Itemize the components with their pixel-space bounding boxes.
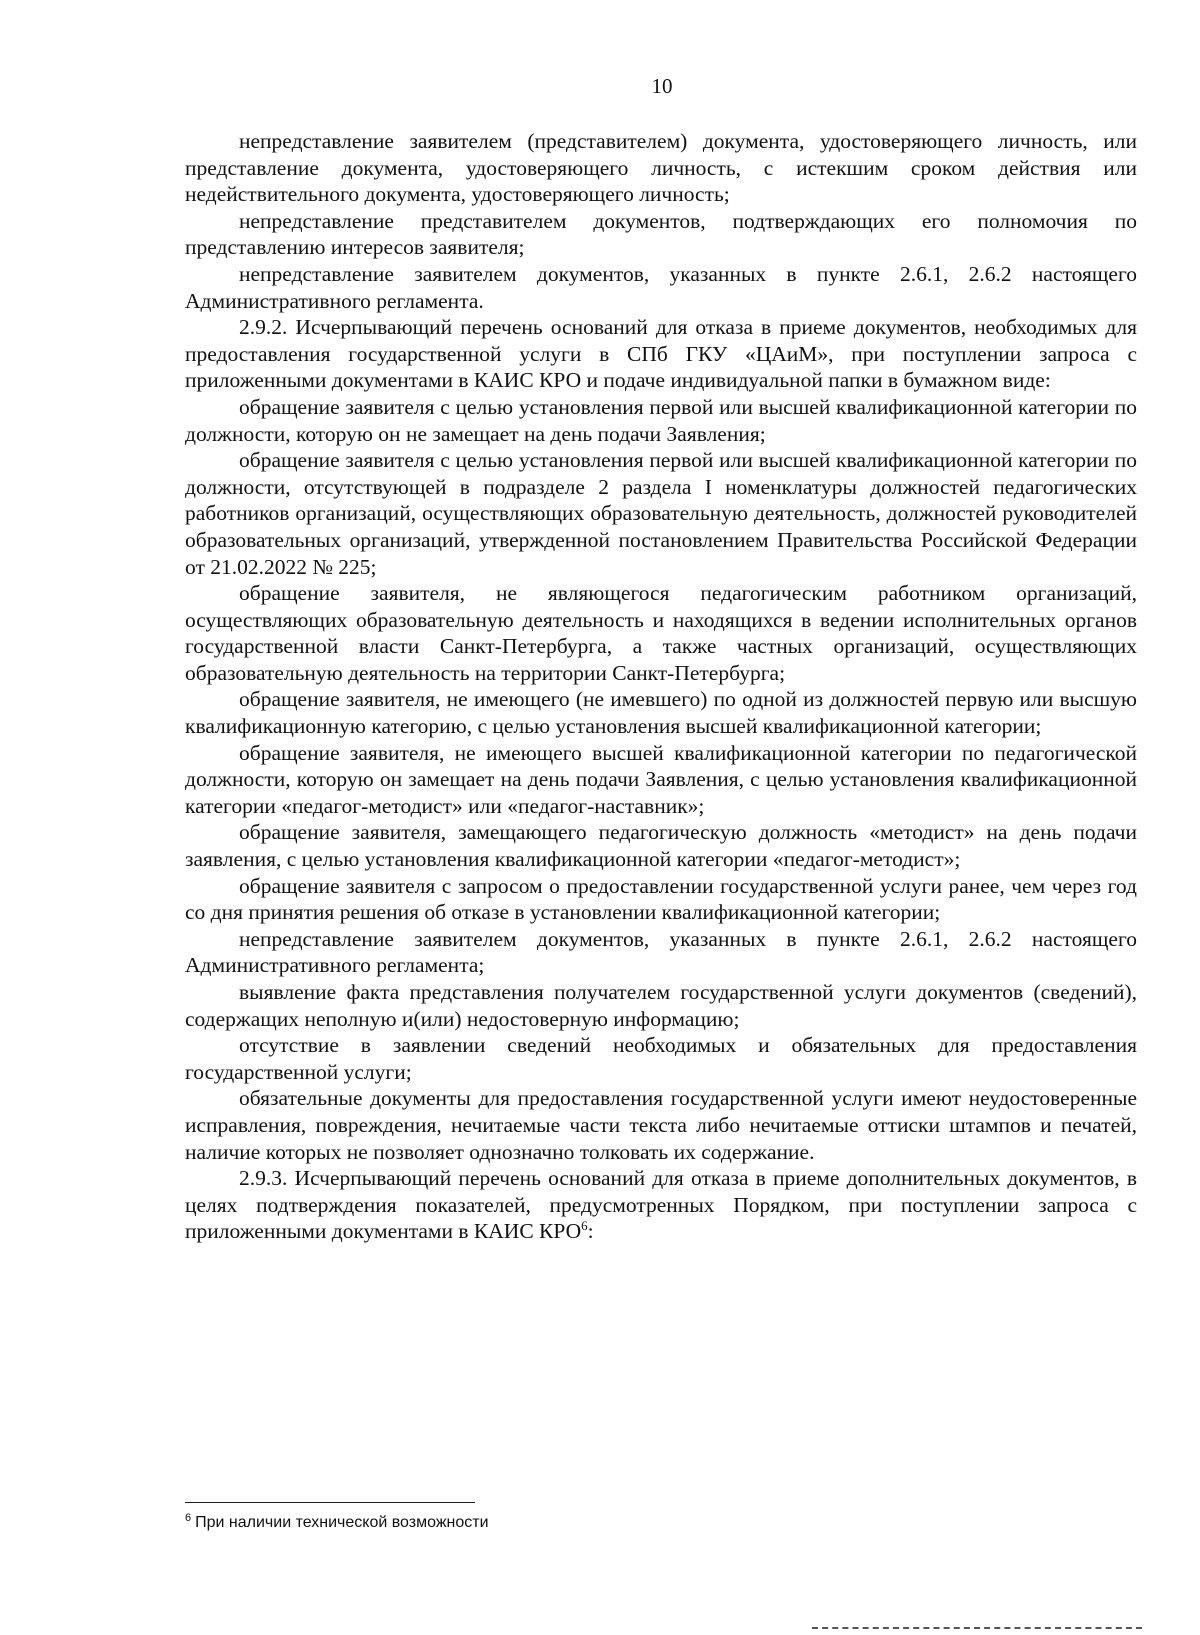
section-2-9-3-tail: : bbox=[587, 1219, 594, 1244]
paragraph: непредставление представителем документов, подтверждающих его полномочия по представлению интересов заявителя; bbox=[185, 208, 1137, 260]
paragraph: непредставление заявителем документов, указанных в пункте 2.6.1, 2.6.2 настоящего Административного регламента; bbox=[185, 926, 1137, 978]
paragraph: обращение заявителя, не имеющего высшей квалификационной категории по педагогической должности, которую он замещает на день подачи Заявления, с целью установления квалификационной категории «педагог-методист» или «педагог-наставник»; bbox=[185, 740, 1137, 818]
paragraph: обращение заявителя с запросом о предоставлении государственной услуги ранее, чем через год со дня принятия решения об отказе в установлении квалификационной категории; bbox=[185, 873, 1137, 925]
footnote-divider bbox=[185, 1502, 475, 1503]
section-2-9-2-heading: 2.9.2. Исчерпывающий перечень оснований для отказа в приеме документов, необходимых для предоставления государственной услуги в СПб ГКУ «ЦАиМ», при поступлении запроса с приложенными документами в КАИС КРО и подаче индивидуальной папки в бумажном виде: bbox=[185, 315, 1137, 393]
paragraph: обращение заявителя с целью установления первой или высшей квалификационной категории по должности, отсутствующей в подразделе 2 раздела I номенклатуры должностей педагогических работников организаций, осуществляющих образовательную деятельность, должностей руководителей образовательных организаций, утвержденной постановлением Правительства Российской Федерации от 21.02.2022 № 225; bbox=[185, 448, 1137, 579]
paragraph: обращение заявителя с целью установления первой или высшей квалификационной категории по должности, которую он не замещает на день подачи Заявления; bbox=[185, 394, 1137, 446]
paragraph: выявление факта представления получателем государственной услуги документов (сведений), содержащих неполную и(или) недостоверную информацию; bbox=[185, 980, 1137, 1031]
paragraph: отсутствие в заявлении сведений необходимых и обязательных для предоставления государственной услуги; bbox=[185, 1033, 1137, 1084]
paragraph: непредставление заявителем (представителем) документа, удостоверяющего личность, или представление документа, удостоверяющего личность, с истекшим сроком действия или недействительного документа, удостоверяющего личность; bbox=[185, 129, 1137, 207]
section-2-9-3-text: 2.9.3. Исчерпывающий перечень оснований для отказа в приеме дополнительных документов, в целях подтверждения показателей, предусмотренных Порядком, при поступлении запроса с приложенными документами в КАИС КРО bbox=[185, 1166, 1137, 1244]
paragraph: обращение заявителя, не имеющего (не имевшего) по одной из должностей первую или высшую квалификационную категорию, с целью установления высшей квалификационной категории; bbox=[185, 687, 1137, 739]
paragraph: обращение заявителя, не являющегося педагогическим работником организаций, осуществляющих образовательную деятельность и находящихся в ведении исполнительных органов государственной власти Санкт-Петербурга, а также частных организаций, осуществляющих образовательную деятельность на территории Санкт-Петербурга; bbox=[185, 581, 1137, 685]
paragraph: обязательные документы для предоставления государственной услуги имеют неудостоверенные исправления, повреждения, нечитаемые части текста либо нечитаемые оттиски штампов и печатей, наличие которых не позволяет однозначно толковать их содержание. bbox=[185, 1086, 1137, 1164]
footnote-reference[interactable]: 6 bbox=[581, 1218, 588, 1234]
paragraph: обращение заявителя, замещающего педагогическую должность «методист» на день подачи заявления, с целью установления квалификационной категории «педагог-методист»; bbox=[185, 820, 1137, 872]
footnote-mark: 6 bbox=[185, 1511, 192, 1524]
document-body bbox=[185, 128, 1137, 1245]
page-number: 10 bbox=[651, 74, 673, 98]
footnote-text: При наличии технической возможности bbox=[195, 1514, 489, 1531]
footnote bbox=[185, 1511, 489, 1532]
scan-edge-marks bbox=[812, 1627, 1142, 1632]
paragraph: непредставление заявителем документов, указанных в пункте 2.6.1, 2.6.2 настоящего Административного регламента. bbox=[185, 261, 1137, 313]
section-2-9-3-heading bbox=[185, 1165, 1137, 1245]
